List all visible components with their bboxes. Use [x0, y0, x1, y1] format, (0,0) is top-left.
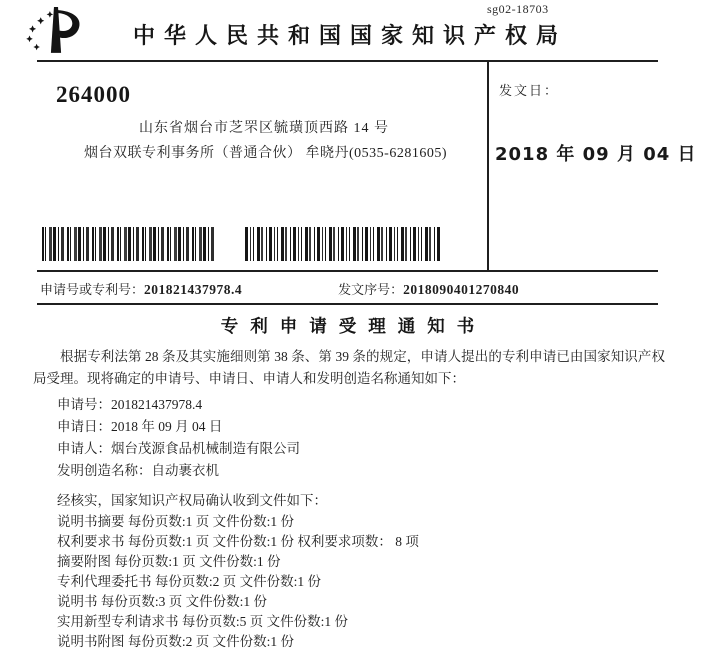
received-documents-list	[33, 512, 665, 652]
reference-row-top-divider	[37, 270, 658, 272]
dispatch-date-value: 2018 年 09 月 04 日	[495, 144, 697, 165]
field-applicant: 申请人：烟台茂源食品机械制造有限公司	[57, 441, 300, 456]
field-invention-title: 发明创造名称：自动裹衣机	[57, 463, 219, 478]
serial-number-label: 发文序号：	[338, 282, 404, 297]
application-number-value: 201821437978.4	[144, 282, 243, 297]
received-document-item: 实用新型专利请求书 每份页数:5 页 文件份数:1 份	[57, 614, 349, 629]
issuing-authority-title: 中华人民共和国国家知识产权局	[133, 23, 568, 48]
cnipa-emblem-logo	[23, 6, 89, 59]
recipient-postcode: 264000	[56, 82, 131, 107]
field-application-number: 申请号：201821437978.4	[57, 397, 203, 412]
application-fields	[33, 394, 665, 482]
received-document-item: 权利要求书 每份页数:1 页 文件份数:1 份 权利要求项数： 8 项	[57, 534, 419, 549]
application-number-label: 申请号或专利号：	[40, 282, 145, 297]
recipient-address: 山东省烟台市芝罘区毓璜顶西路 14 号	[139, 121, 389, 136]
reference-row	[40, 279, 658, 298]
header-divider	[37, 60, 658, 62]
confirmation-line: 经核实，国家知识产权局确认收到文件如下：	[57, 493, 327, 508]
field-application-date: 申请日：2018 年 09 月 04 日	[57, 419, 223, 434]
received-document-item: 摘要附图 每份页数:1 页 文件份数:1 份	[57, 554, 281, 569]
barcode-serial-number	[245, 227, 441, 261]
form-code: sg02-18703	[487, 2, 549, 16]
dispatch-date-label: 发文日：	[499, 83, 560, 98]
received-document-item: 说明书 每份页数:3 页 文件份数:1 份	[57, 594, 268, 609]
dispatch-box-divider	[487, 60, 489, 272]
serial-number-value: 2018090401270840	[403, 282, 520, 297]
received-document-item: 说明书摘要 每份页数:1 页 文件份数:1 份	[57, 514, 295, 529]
barcode-application-number	[42, 227, 215, 261]
received-document-item: 说明书附图 每份页数:2 页 文件份数:1 份	[57, 634, 295, 649]
received-document-item: 专利代理委托书 每份页数:2 页 文件份数:1 份	[57, 574, 322, 589]
notice-body	[33, 346, 665, 652]
intro-paragraph: 根据专利法第 28 条及其实施细则第 38 条、第 39 条的规定，申请人提出的专利申请已由国家知识产权局受理。现将确定的申请号、申请日、申请人和发明创造名称通知如下：	[33, 349, 665, 386]
notice-title: 专利申请受理通知书	[220, 316, 487, 336]
recipient-agency-contact: 烟台双联专利事务所（普通合伙） 牟晓丹(0535-6281605)	[84, 146, 447, 161]
reference-row-bottom-divider	[37, 303, 658, 305]
